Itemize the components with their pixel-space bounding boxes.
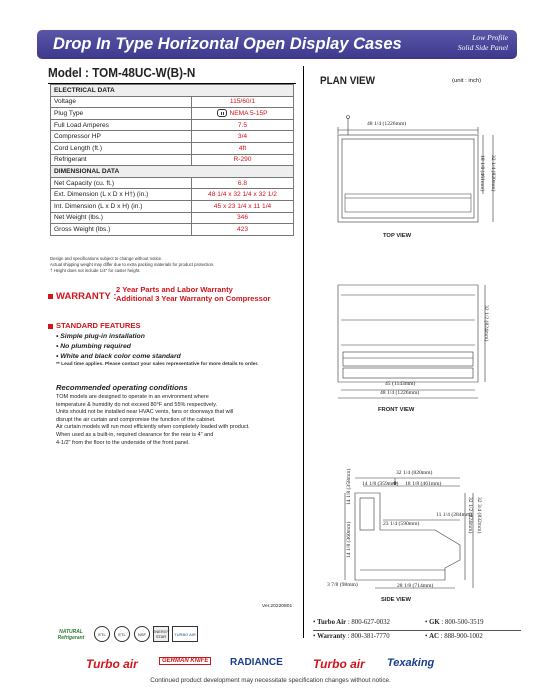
technical-drawings [305,90,521,610]
contact-gk: • GK : 800-500-3519 [425,619,484,626]
table-row: Voltage 115/60/1 [51,96,294,108]
dim-side-i: 32 3/4 (832mm) [476,497,482,534]
header-subtitle: Low Profile Solid Side Panel [457,33,508,52]
energy-star-logo: ENERGY STAR [153,626,169,642]
radiance-logo: RADIANCE [230,657,283,668]
etl-logo: ETL [94,626,110,642]
footer-note: Continued product development may necessitate specification changes without notice. [150,677,391,684]
document-title: Drop In Type Horizontal Open Display Cases [53,35,402,53]
turbo-air-logo-2: Turbo air [313,657,365,671]
table-row: Plug Type NEMA 5-15P [51,108,294,120]
contact-warranty: • Warranty : 800-381-7770 [313,633,390,640]
list-item: • White and black color come standard [56,353,181,360]
etl-sanitation-logo: ETL [114,626,130,642]
table-row: Int. Dimension (L x D x H) (in.) 45 x 23 1/4 x 11 1/4 [51,200,294,212]
front-view-label: FRONT VIEW [378,407,415,413]
dim-side-top: 32 1/4 (820mm) [396,470,433,476]
unit-label: (unit : inch) [452,78,482,84]
german-knife-logo: GERMAN KNIFE [159,657,211,665]
dimensional-heading: DIMENSIONAL DATA [51,166,294,178]
bullet-icon [48,294,53,299]
plug-icon [217,109,227,117]
dim-side-d: 23 1/4 (590mm) [383,521,420,527]
warranty-label: WARRANTY : [48,291,117,302]
table-row: Gross Weight (lbs.) 423 [51,224,294,236]
header-banner [37,30,517,59]
table-row: Net Capacity (cu. ft.) 6.8 [51,177,294,189]
top-view-label: TOP VIEW [383,233,412,239]
dim-front-outer: 48 1/4 (1226mm) [380,390,420,396]
dim-side-bottom: 28 1/8 (714mm) [397,583,434,589]
warranty-text: 2 Year Parts and Labor Warranty Additional 3 Year Warranty on Compressor [116,285,271,303]
spec-notes: Design and specifications subject to change without notice. Actual shipping weight may differ due to extra packing materials for product protection. † Height does not include 1/4" for caster height. [50,256,215,273]
contact-ac: • AC : 888-900-1002 [425,633,483,640]
texaking-logo: Texaking [387,657,435,669]
recommended-body: TOM models are designed to operate in an environment where temperature & humidity do not exceed 80°F and 55% respectively. Units should not be installed near HVAC vents, fans or doorways that will disrupt the air curtain and compromise the function of the cabinet. Air curtain models will run most efficiently when completely loaded with product. When used as a built-in, required clearance for the rear is 4" and 4-1/2" from the floor to the underside of the front panel. [56,394,250,446]
nsf-logo: NSF [134,626,150,642]
standard-features-list [56,332,181,362]
table-row: Compressor HP 3/4 [51,131,294,143]
dim-side-f: 14 1/8 (360mm) [346,521,352,558]
dim-side-g: 3 7/8 (98mm) [327,582,358,588]
turbo-air-logo: Turbo air [86,657,138,671]
dim-top-depth: 32 1/4 (820mm) [490,155,496,192]
version: Ver.20220801 [262,604,293,609]
table-row: Cord Length (ft.) 4ft [51,142,294,154]
dim-front-inner: 45 (1143mm) [385,381,416,387]
electrical-heading: ELECTRICAL DATA [51,85,294,97]
recommended-title: Recommended operating conditions [56,383,188,392]
dim-side-b: 18 1/8 (461mm) [405,481,442,487]
turbo-air-badge-logo: TURBO AIR [172,626,198,642]
dim-side-h: 32 1/2 (824mm) [467,497,473,534]
table-row: Full Load Amperes 7.5 [51,119,294,131]
natural-refrigerant-logo: NATURAL Refrigerant [57,629,85,641]
dim-side-a: 14 1/8 (359mm) [362,481,399,487]
spec-table [50,84,294,236]
dim-front-height: 32 1/2 (824mm) [483,305,489,342]
standard-features-title: STANDARD FEATURES [48,321,141,330]
plan-view-title: PLAN VIEW [320,75,376,87]
list-item: • No plumbing required [56,343,131,350]
lead-time-note: ** Lead time applies. Please contact your sales representative for more details to order. [56,362,259,367]
top-view-outline [338,135,478,222]
dim-top-inner: 18 1/8 (461mm) [479,155,485,192]
dim-side-c: 11 1/4 (284mm) [436,512,473,518]
table-row: Refrigerant R-290 [51,154,294,166]
dim-side-e: 14 1/8 (358mm) [346,468,352,505]
side-view-label: SIDE VIEW [381,597,411,603]
bullet-icon [48,324,53,329]
contact-turbo-air: • Turbo Air : 800-627-0032 [313,619,390,626]
table-row: Ext. Dimension (L x D x H†) (in.) 48 1/4 x 32 1/4 x 32 1/2 [51,189,294,201]
table-row: Net Weight (lbs.) 346 [51,212,294,224]
dim-top-width: 48 1/4 (1226mm) [367,121,407,127]
divider [313,630,521,631]
side-view-outline [355,493,460,580]
front-view-outline [338,285,478,382]
list-item: • Simple plug-in installation [56,333,145,340]
column-divider [303,66,304,638]
model-title: Model : TOM-48UC-W(B)-N [48,65,196,80]
